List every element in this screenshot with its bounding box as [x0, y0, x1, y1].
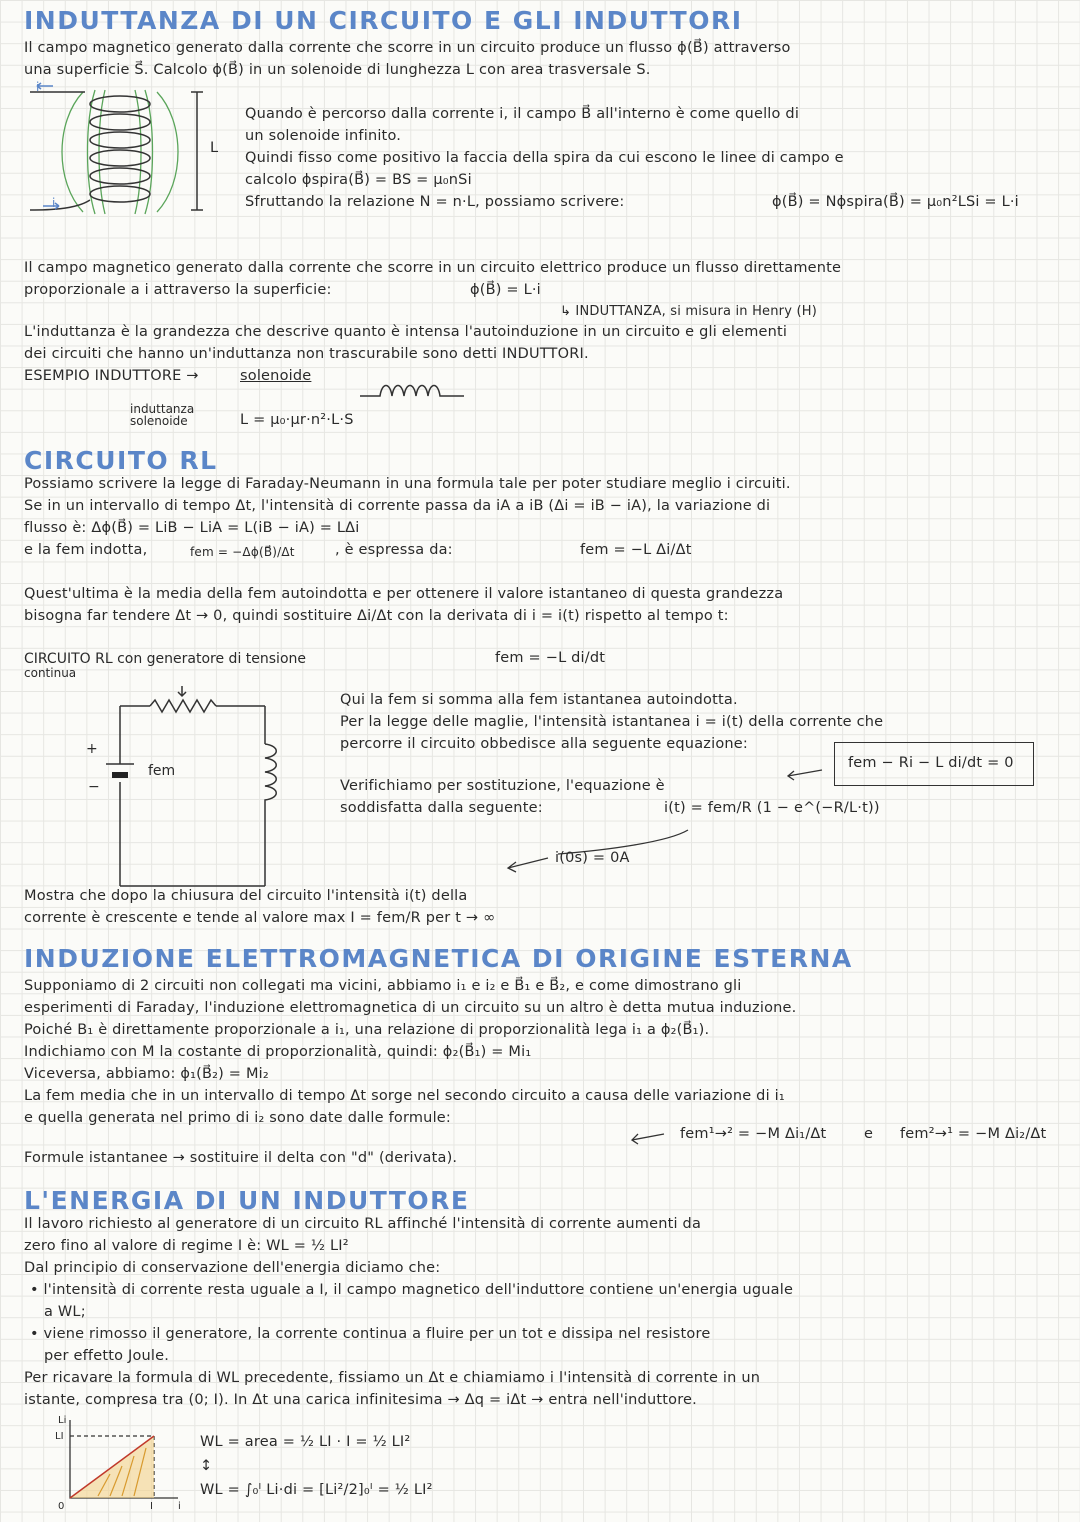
text-line: e la fem indotta, [24, 542, 148, 558]
text-line: Verifichiamo per sostituzione, l'equazione è [340, 778, 665, 794]
section-title-circuito-rl: CIRCUITO RL [24, 446, 218, 475]
text-line: Quando è percorso dalla corrente i, il campo B⃗ all'interno è come quello di [245, 106, 800, 122]
text-line: percorre il circuito obbedisce alla seguente equazione: [340, 736, 748, 752]
formula: L = μ₀·μr·n²·L·S [240, 412, 354, 428]
section-title-induzione-esterna: INDUZIONE ELETTROMAGNETICA DI ORIGINE ESTERNA [24, 944, 853, 973]
text-line: solenoide [240, 368, 312, 384]
text-line: Sfruttando la relazione N = n·L, possiamo scrivere: [245, 194, 625, 210]
text-line: Il campo magnetico generato dalla corrente che scorre in un circuito elettrico produce un flusso direttamente [24, 260, 842, 276]
formula: fem¹→² = −M Δi₁/Δt [680, 1126, 827, 1142]
text-line: Il lavoro richiesto al generatore di un circuito RL affinché l'intensità di corrente aumenti da [24, 1216, 702, 1232]
text-line: Per ricavare la formula di WL precedente, fissiamo un Δt e chiamiamo i l'intensità di corrente in un [24, 1370, 761, 1386]
text-line: Possiamo scrivere la legge di Faraday-Neumann in una formula tale per poter studiare meglio i circuiti. [24, 476, 791, 492]
axis-label: 0 [58, 1501, 65, 1512]
text-line: La fem media che in un intervallo di tempo Δt sorge nel secondo circuito a causa delle variazione di i₁ [24, 1088, 785, 1104]
text-line: Mostra che dopo la chiusura del circuito l'intensità i(t) della [24, 888, 468, 904]
text-line: dei circuiti che hanno un'induttanza non trascurabile sono detti INDUTTORI. [24, 346, 589, 362]
bullet-item: per effetto Joule. [44, 1348, 170, 1364]
formula: fem = −L di/dt [495, 650, 606, 666]
circuit-caption: continua [24, 666, 77, 680]
arrow [626, 1130, 666, 1144]
text-line: Dal principio di conservazione dell'energia diciamo che: [24, 1260, 441, 1276]
text-line: Formule istantanee → sostituire il delta con "d" (derivata). [24, 1150, 458, 1166]
text-line: ESEMPIO INDUTTORE → [24, 368, 199, 384]
solenoid-length-label: L [210, 140, 219, 156]
text-line: Poiché B₁ è direttamente proporzionale a i₁, una relazione di proporzionalità lega i₁ a ϕ₂(B⃗₁). [24, 1022, 710, 1038]
circuit-caption: CIRCUITO RL con generatore di tensione [24, 651, 306, 667]
text-line: Il campo magnetico generato dalla corrente che scorre in un circuito produce un flusso ϕ(B⃗) attraverso [24, 40, 791, 56]
fem-label: fem [148, 763, 176, 779]
text-line: ↳ INDUTTANZA, si misura in Henry (H) [560, 304, 817, 319]
formula: fem = −L Δi/Δt [580, 542, 692, 558]
bullet-item: • l'intensità di corrente resta uguale a I, il campo magnetico dell'induttore contiene un'energia uguale [30, 1282, 794, 1298]
text-line: Supponiamo di 2 circuiti non collegati ma vicini, abbiamo i₁ e i₂ e B⃗₁ e B⃗₂, e come dimostrano gli [24, 978, 742, 994]
boxed-formula: fem − Ri − L di/dt = 0 [848, 755, 1014, 771]
text-line: Indichiamo con M la costante di proporzionalità, quindi: ϕ₂(B⃗₁) = Mi₁ [24, 1044, 532, 1060]
formula: ϕ(B⃗) = L·i [470, 282, 541, 298]
text-line: zero fino al valore di regime I è: WL = ½ LI² [24, 1238, 349, 1254]
text-line: , è espressa da: [335, 542, 453, 558]
text-line: e quella generata nel primo di i₂ sono date dalle formule: [24, 1110, 452, 1126]
text-line: Per la legge delle maglie, l'intensità istantanea i = i(t) della corrente che [340, 714, 884, 730]
section-title-induttanza: INDUTTANZA DI UN CIRCUITO E GLI INDUTTORI [24, 6, 743, 35]
text-line: e [864, 1126, 874, 1142]
axis-label: Li [58, 1415, 67, 1426]
text-line: bisogna far tendere Δt → 0, quindi sostituire Δi/Δt con la derivata di i = i(t) rispetto al tempo t: [24, 608, 729, 624]
bullet-item: a WL; [44, 1304, 86, 1320]
axis-label: I [150, 1501, 153, 1512]
section-title-energia-induttore: L'ENERGIA DI UN INDUTTORE [24, 1186, 470, 1215]
text-line: una superficie S⃗. Calcolo ϕ(B⃗) in un solenoide di lunghezza L con area trasversale S. [24, 62, 651, 78]
text-line: proporzionale a i attraverso la superficie: [24, 282, 332, 298]
text-line: corrente è crescente e tende al valore max I = fem/R per t → ∞ [24, 910, 496, 926]
bullet-item: • viene rimosso il generatore, la corrente continua a fluire per un tot e dissipa nel resistore [30, 1326, 711, 1342]
axis-label: LI [55, 1431, 64, 1442]
axis-label: i [178, 1501, 181, 1512]
formula: WL = ∫₀ᴵ Li·di = [Li²/2]₀ᴵ = ½ LI² [200, 1482, 433, 1498]
text-line: Qui la fem si somma alla fem istantanea autoindotta. [340, 692, 738, 708]
formula: fem = −Δϕ(B⃗)/Δt [190, 545, 295, 559]
rl-circuit-diagram [90, 686, 290, 906]
text-line: esperimenti di Faraday, l'induzione elettromagnetica di un circuito su un altro è detta mutua induzione. [24, 1000, 797, 1016]
formula: i(t) = fem/R (1 − e^(−R/L·t)) [664, 800, 880, 816]
text-line: Viceversa, abbiamo: ϕ₁(B⃗₂) = Mi₂ [24, 1066, 269, 1082]
text-line: un solenoide infinito. [245, 128, 402, 144]
text-line: calcolo ϕspira(B⃗) = BS = μ₀nSi [245, 172, 472, 188]
text-line: soddisfatta dalla seguente: [340, 800, 543, 816]
text-line: Quindi fisso come positivo la faccia della spira da cui escono le linee di campo e [245, 150, 844, 166]
text-line: Se in un intervallo di tempo Δt, l'intensità di corrente passa da iA a iB (Δi = iB − iA), la variazione di [24, 498, 771, 514]
text-label: solenoide [130, 414, 188, 428]
formula: ↕ [200, 1458, 213, 1474]
solenoid-current-label: i [36, 80, 40, 94]
text-line: flusso è: Δϕ(B⃗) = LiB − LiA = L(iB − iA) = LΔi [24, 520, 360, 536]
text-line: istante, compresa tra (0; I). In Δt una carica infinitesima → Δq = iΔt → entra nell'induttore. [24, 1392, 697, 1408]
inductor-symbol [360, 378, 470, 408]
formula: i(0s) = 0A [555, 850, 630, 866]
energy-graph [58, 1418, 198, 1518]
text-line: L'induttanza è la grandezza che descrive quanto è intensa l'autoinduzione in un circuito e gli elementi [24, 324, 788, 340]
battery-minus: − [88, 779, 100, 795]
text-label: induttanza [130, 402, 195, 416]
formula: fem²→¹ = −M Δi₂/Δt [900, 1126, 1047, 1142]
formula: ϕ(B⃗) = Nϕspira(B⃗) = μ₀n²LSi = L·i [772, 194, 1019, 210]
solenoid-current-label: i [52, 196, 56, 210]
arrow [784, 768, 824, 780]
battery-plus: + [86, 741, 98, 757]
text-line: Quest'ultima è la media della fem autoindotta e per ottenere il valore istantaneo di questa grandezza [24, 586, 784, 602]
formula: WL = area = ½ LI · I = ½ LI² [200, 1434, 411, 1450]
